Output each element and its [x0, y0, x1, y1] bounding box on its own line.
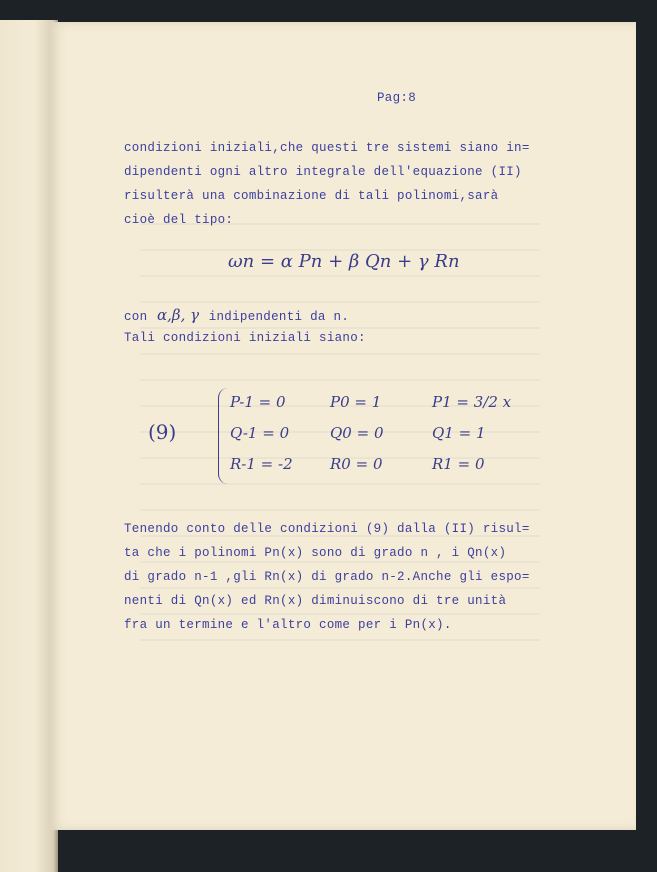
system-cell-r2c1: Q-1 = 0 — [230, 424, 290, 442]
text-line-3: risulterà una combinazione di tali polinomi,sarà — [124, 189, 499, 203]
con-line — [124, 306, 349, 325]
system-brace — [218, 388, 229, 484]
system-cell-r1c2: P0 = 1 — [330, 393, 382, 411]
text-line-1: condizioni iniziali,che questi tre sistemi siano in= — [124, 141, 530, 155]
system-cell-r3c3: R1 = 0 — [432, 455, 485, 473]
handwritten-formula: ωn = α Pn + β Qn + γ Rn — [228, 251, 460, 272]
para2-line-1: Tenendo conto delle condizioni (9) dalla (II) risul= — [124, 522, 530, 536]
con-suffix: indipendenti da n. — [208, 310, 350, 324]
system-cell-r2c2: Q0 = 0 — [330, 424, 384, 442]
page-number: Pag:8 — [377, 91, 417, 105]
para2-line-5: fra un termine e l'altro come per i Pn(x). — [124, 618, 452, 632]
system-cell-r3c2: R0 = 0 — [330, 455, 383, 473]
system-cell-r1c1: P-1 = 0 — [230, 393, 286, 411]
system-cell-r1c3: P1 = 3/2 x — [432, 393, 512, 411]
system-cell-r2c3: Q1 = 1 — [432, 424, 486, 442]
con-prefix: con — [124, 310, 148, 324]
para2-line-2: ta che i polinomi Pn(x) sono di grado n , i Qn(x) — [124, 546, 507, 560]
text-line-2: dipendenti ogni altro integrale dell'equazione (II) — [124, 165, 522, 179]
system-cell-r3c1: R-1 = -2 — [230, 455, 293, 473]
para2-line-4: nenti di Qn(x) ed Rn(x) diminuiscono di tre unità — [124, 594, 507, 608]
greek-symbols: α,β, γ — [157, 306, 200, 324]
system-label: (9) — [148, 420, 177, 444]
text-line-conditions: Tali condizioni iniziali siano: — [124, 331, 366, 345]
para2-line-3: di grado n-1 ,gli Rn(x) di grado n-2.Anche gli espo= — [124, 570, 530, 584]
text-line-4: cioè del tipo: — [124, 213, 234, 227]
